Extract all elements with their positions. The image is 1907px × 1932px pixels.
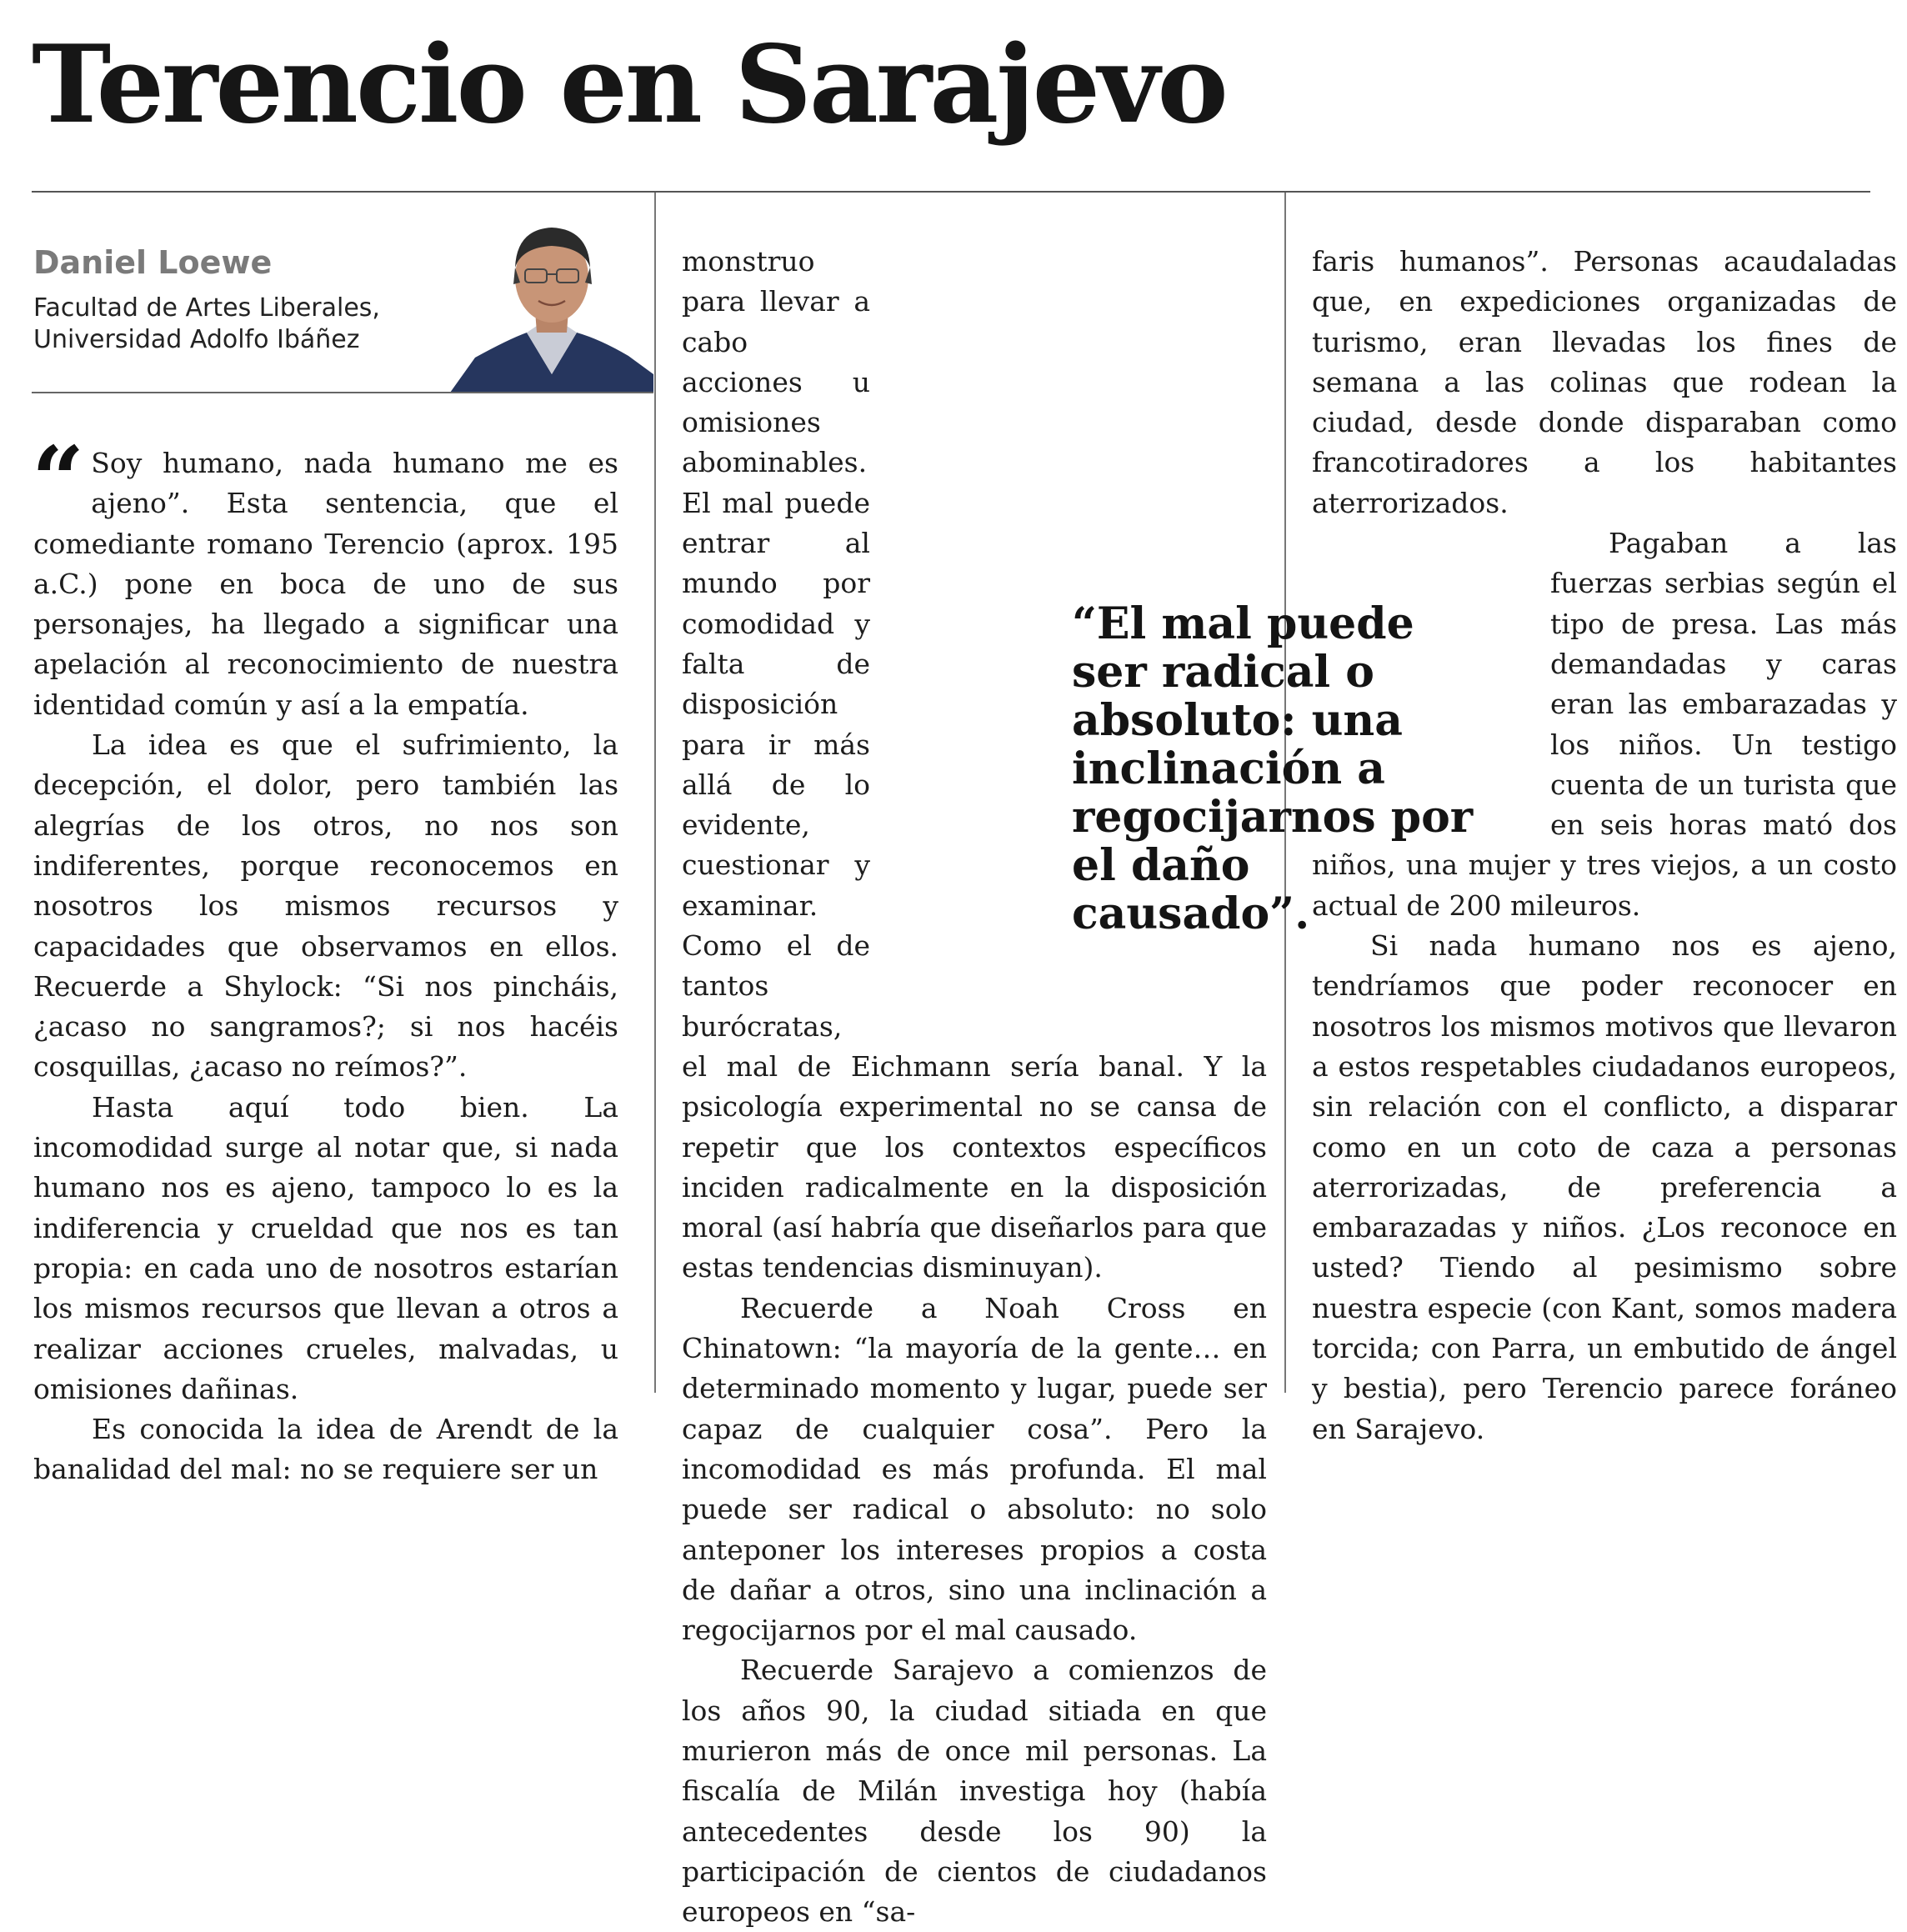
article-paragraph: Hasta aquí todo bien. La incomodidad surge al notar que, si nada humano nos es ajeno, tampoco lo es la indiferencia y crueldad que nos es tan propia: en cada uno de nosotros estarían los mismos recursos que llevan a otros a realizar acciones crueles, malvadas, u omisiones dañinas. xyxy=(33,1090,618,1405)
article-column-1 xyxy=(32,426,618,1490)
author-byline xyxy=(32,193,653,393)
author-affiliation xyxy=(33,293,467,356)
article-paragraph: Recuerde Sarajevo a comienzos de los años 90, la ciudad sitiada en que murieron más de once mil personas. La fiscalía de Milán investiga hoy (había antecedentes desde los 90) la participación de cientos de ciudadanos europeos en “sa- xyxy=(682,1654,1267,1929)
author-affiliation-line: Facultad de Artes Liberales, xyxy=(33,293,380,323)
open-quote-mark: “ xyxy=(32,426,85,533)
article-paragraph: faris humanos”. Personas acaudaladas que, en expediciones organizadas de turismo, eran llevadas los fines de semana a las colinas que rodean la ciudad, desde donde disparaban como francotiradores a los habitantes aterrorizados. xyxy=(1312,245,1897,519)
column-divider xyxy=(654,193,656,1393)
article-paragraph-text: Soy humano, nada humano me es ajeno”. Esta sentencia, que el comediante romano Terencio (aprox. 195 a.C.) pone en boca de uno de sus personajes, ha llegado a significar una apelación al reconocimiento de nuestra identidad común y así a la empatía. xyxy=(33,447,618,721)
article-paragraph: Recuerde a Noah Cross en Chinatown: “la mayoría de la gente… en determinado momento y lugar, puede ser capaz de cualquier cosa”. Pero la incomodidad es más profunda. El mal puede ser radical o absoluto: no solo anteponer los intereses propios a costa de dañar a otros, sino una inclinación a regocijarnos por el mal causado. xyxy=(682,1291,1267,1647)
byline-rule xyxy=(32,392,653,393)
article-paragraph: monstruo para llevar a cabo acciones u omisiones abominables. El mal puede entrar al mundo por comodidad y falta de disposición para ir más allá de lo evidente, cuestionar y examinar. Como el de tantos burócratas, el mal de Eichmann sería banal. Y la psicología experimental no se cansa de repetir que los contextos específicos inciden radicalmente en la disposición moral (así habría que diseñarlos para que estas tendencias disminuyan). xyxy=(682,245,1267,1284)
article-paragraph: La idea es que el sufrimiento, la decepción, el dolor, pero también las alegrías de los otros, no nos son indiferentes, porque reconocemos en nosotros los mismos recursos y capacidades que observamos en ellos. Recuerde a Shylock: “Si nos pincháis, ¿acaso no sangramos?; si nos hacéis cosquillas, ¿acaso no reímos?”. xyxy=(33,728,618,1084)
article-paragraph xyxy=(32,426,618,725)
pullquote: “El mal puede ser radical o absoluto: una inclinación a regocijarnos por el daño causado”. xyxy=(1072,598,1474,939)
article-paragraph: Es conocida la idea de Arendt de la banalidad del mal: no se requiere ser un xyxy=(33,1413,618,1486)
article-paragraph-text: Pagaban a las fuerzas serbias según el tipo de presa. Las más demandadas y caras eran las embarazadas y los niños. Un testigo cuenta de un turista que en seis horas mató dos niños, una mujer y tres viejos, a un costo actual de 200 mileuros. xyxy=(1312,527,1897,922)
author-affiliation-line: Universidad Adolfo Ibáñez xyxy=(33,325,360,354)
article-headline: Terencio en Sarajevo xyxy=(32,23,1226,148)
article-paragraph: Si nada humano nos es ajeno, tendríamos que poder reconocer en nosotros los mismos motivos que llevaron a estos respetables ciudadanos europeos, sin relación con el conflicto, a disparar como en un coto de caza a personas aterrorizadas, de preferencia a embarazadas y niños. ¿Los reconoce en usted? Tiendo al pesimismo sobre nuestra especie (con Kant, somos madera torcida; con Parra, un embutido de ángel y bestia), pero Terencio parece foráneo en Sarajevo. xyxy=(1312,929,1897,1445)
article-column-2 xyxy=(682,242,1267,1932)
author-name: Daniel Loewe xyxy=(33,244,273,281)
author-portrait xyxy=(450,208,653,393)
